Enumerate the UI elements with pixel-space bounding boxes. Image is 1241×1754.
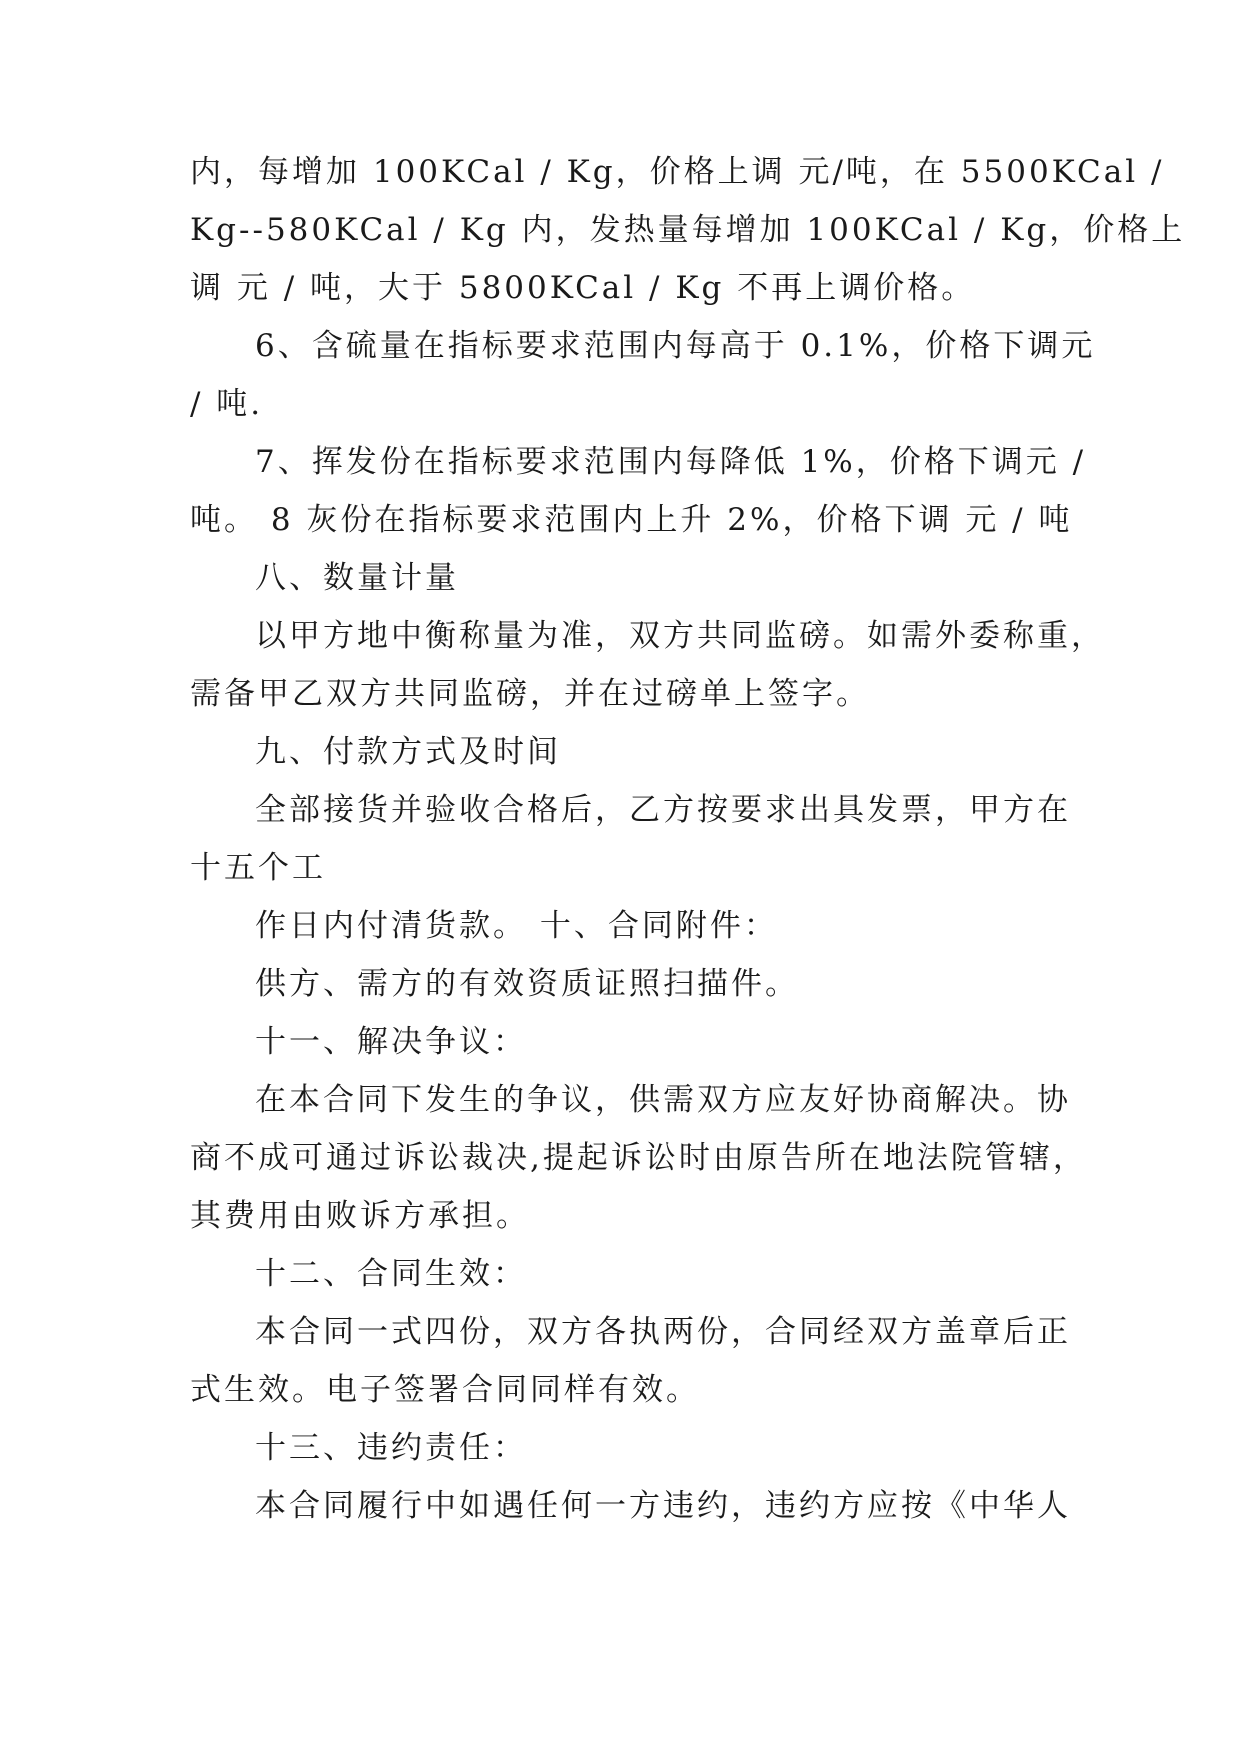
text-line: 十五个工 [190, 850, 326, 886]
text-line: 调 元 / 吨，大于 5800KCal / Kg 不再上调价格。 [190, 270, 976, 306]
section-heading: 十二、合同生效： [255, 1256, 527, 1292]
text-line: 以甲方地中衡称量为准，双方共同监磅。如需外委称重， [255, 618, 1105, 654]
text-line: 6、含硫量在指标要求范围内每高于 0.1%，价格下调元 [255, 328, 1096, 364]
text-line: Kg--580KCal / Kg 内，发热量每增加 100KCal / Kg，价格上 [190, 212, 1186, 248]
text-line: 在本合同下发生的争议，供需双方应友好协商解决。协 [255, 1082, 1071, 1118]
text-line: 供方、需方的有效资质证照扫描件。 [255, 966, 799, 1002]
text-line: 式生效。电子签署合同同样有效。 [190, 1372, 700, 1408]
text-line: 吨。 8 灰份在指标要求范围内上升 2%，价格下调 元 / 吨 [190, 502, 1073, 538]
section-heading: 八、数量计量 [255, 560, 459, 596]
text-line: 其费用由败诉方承担。 [190, 1198, 530, 1234]
section-heading: 十一、解决争议： [255, 1024, 527, 1060]
text-line: 商不成可通过诉讼裁决,提起诉讼时由原告所在地法院管辖， [190, 1140, 1087, 1176]
section-heading: 九、付款方式及时间 [255, 734, 561, 770]
text-line: 7、挥发份在指标要求范围内每降低 1%，价格下调元 / [255, 444, 1087, 480]
text-line: 本合同一式四份，双方各执两份，合同经双方盖章后正 [255, 1314, 1071, 1350]
text-line: 作日内付清货款。 十、合同附件： [255, 908, 778, 944]
text-line: / 吨. [190, 386, 264, 422]
text-line: 需备甲乙双方共同监磅，并在过磅单上签字。 [190, 676, 870, 712]
text-line: 本合同履行中如遇任何一方违约，违约方应按《中华人 [255, 1488, 1071, 1524]
section-heading: 十三、违约责任： [255, 1430, 527, 1466]
text-line: 全部接货并验收合格后，乙方按要求出具发票，甲方在 [255, 792, 1071, 828]
text-line: 内，每增加 100KCal / Kg，价格上调 元/吨，在 5500KCal / [190, 154, 1165, 190]
